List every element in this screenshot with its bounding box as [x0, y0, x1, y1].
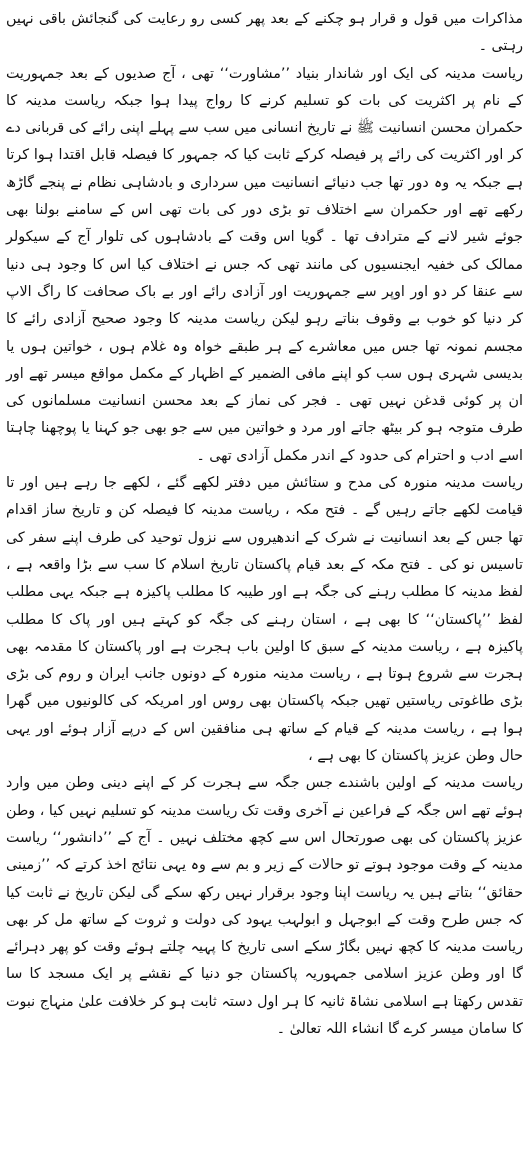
paragraph-consultation: ریاست مدینہ کی ایک اور شاندار بنیاد ’’مشاورت‘‘ تھی ، آج صدیوں کے بعد جمہوریت کے نام پر اکثریت کی بات کو تسلیم کرنے کا رواج پیدا ہوا جبکہ ریاست مدینہ کا حکمران محسن انسانیت ﷺ نے تاریخ انسانی میں سب سے پہلے اپنی رائے کی قربانی دے کر اور اکثریت کی رائے پر فیصلہ کرکے ثابت کیا کہ جمہور کا فیصلہ قابل اقتدا ہوا کرتا ہے جبکہ یہ وہ دور تھا جب دنیائے انسانیت میں سرداری و بادشاہی نظام نے پنجے گاڑھ رکھے تھے اور حکمران سے اختلاف تو بڑی دور کی بات تھی اس کے سامنے بولنا بھی جوئے شیر لانے کے مترادف تھا ۔ گویا اس وقت کے بادشاہوں کی تلوار آج کے سیکولر ممالک کی خفیہ ایجنسیوں کی مانند تھی کہ جس نے اختلاف کیا اس کا وجود ہی دنیا سے عنقا کر دو اور اوپر سے جمہوریت اور آزادی رائے اور بے باک صحافت کا راگ الاپ کر دنیا کو خوب بے وقوف بناتے رہو لیکن ریاست مدینہ کا وجود صحیح آزادی رائے کا مجسم نمونہ تھا جس میں معاشرے کے ہر طبقے خواہ وہ غلام ہوں ، خواتین ہوں یا بدیسی شہری ہوں سب کو اپنے مافی الضمیر کے اظہار کے مکمل مواقع میسر تھے اور ان پر کوئی قدغن نہیں تھی ۔ فجر کی نماز کے بعد محسن انسانیت مسلمانوں کی طرف متوجہ ہو کر بیٹھ جاتے اور مرد و خواتین میں سے جو بھی جو کہنا یا پوچھنا چاہتا اسے ادب و احترام کی حدود کے اندر مکمل آزادی تھی ۔ [5, 65, 523, 464]
paragraph-conclusion: ریاست مدینہ کے اولین باشندے جس جگہ سے ہجرت کر کے اپنے دینی وطن میں وارد ہوئے تھے اس جگہ کے فراعین نے آخری وقت تک ریاست مدینہ کو تسلیم نہیں کیا ، وطن عزیز پاکستان کی بھی صورتحال اس سے کچھ مختلف نہیں ۔ آج کے ’’دانشور‘‘ ریاست مدینہ کے وقت موجود ہوتے تو حالات کے زیر و بم سے وہ یہی نتائج اخذ کرتے کہ ’’زمینی حقائق‘‘ بتاتے ہیں یہ ریاست اپنا وجود برقرار نہیں رکھ سکے گی لیکن تاریخ نے ثابت کیا کہ جس طرح وقت کے ابوجہل و ابولہب یہود کی دولت و ثروت کے ساتھ مل کر بھی ریاست مدینہ کا کچھ نہیں بگاڑ سکے اسی تاریخ کا پہیہ چلتے ہوئے وقت کو پھر دہرائے گا اور وطن عزیز اسلامی جمہوریہ پاکستان جو دنیا کے نقشے پر ایک مسجد کا سا تقدس رکھتا ہے اسلامی نشاۃ ثانیہ کا ہر اول دستہ ثابت ہو کر خلافت علیٰ منہاج نبوت کا سامان میسر کرے گا انشاء اللہ تعالیٰ ۔ [6, 775, 523, 1037]
paragraph-negotiations: مذاکرات میں قول و قرار ہو چکنے کے بعد پھر کسی رو رعایت کی گنجائش باقی نہیں رہتی ۔ [6, 11, 523, 55]
paragraph-madinah-pakistan: ریاست مدینہ منورہ کی مدح و ستائش میں دفتر لکھے گئے ، لکھے جا رہے ہیں اور تا قیامت لکھے جاتے رہیں گے ۔ فتح مکہ ، ریاست مدینہ کا فیصلہ کن و تاریخ ساز اقدام تھا جس کے بعد انسانیت نے شرک کے اندھیروں سے نزول توحید کی طرف اپنے سفر کی تاسیس نو کی ۔ فتح مکہ کے بعد قیام پاکستان تاریخ اسلام کا سب سے بڑا واقعہ ہے ، لفظ مدینہ کا مطلب رہنے کی جگہ ہے اور طیبہ کا مطلب پاکیزہ ہے جبکہ یہی مطلب لفظ ’’پاکستان‘‘ کا بھی ہے ، استان رہنے کی جگہ کو کہتے ہیں اور پاک کا مطلب پاکیزہ ہے ، ریاست مدینہ کے سبق کا اولین باب ہجرت ہے اور پاکستان کا مقدمہ بھی ہجرت سے شروع ہوتا ہے ، ریاست مدینہ منورہ کے دونوں جانب ایران و روم کی بڑی بڑی طاغوتی ریاستیں تھیں جبکہ پاکستان بھی روس اور امریکہ کی کالونیوں میں گھرا ہوا ہے ، ریاست مدینہ کے قیام کے ساتھ ہی منافقین اس کے درپے آزار ہوئے اور یہی حال وطن عزیز پاکستان کا بھی ہے ، [6, 475, 523, 765]
